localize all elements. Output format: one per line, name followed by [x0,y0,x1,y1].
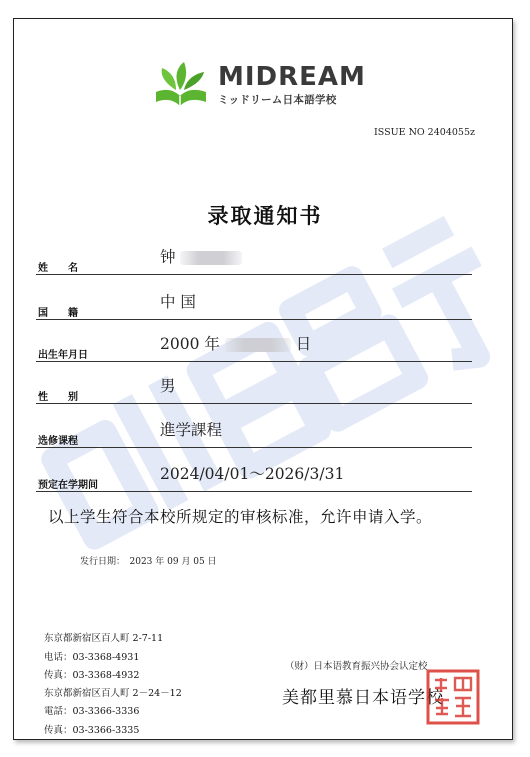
contact-address-2: 东京都新宿区百人町 2－24－12 [44,688,182,699]
acceptance-statement: 以上学生符合本校所规定的审核标准，允许申请入学。 [48,508,433,526]
field-value [160,332,311,354]
field-row-gender [36,364,472,404]
redaction-blur [180,251,242,265]
field-label: 预定在学期间 [38,480,98,491]
contact-fax-2: 传真：03-3366-3335 [44,725,140,736]
field-row-nationality [36,280,472,320]
field-value: 進学課程 [160,421,223,439]
field-label: 出生年月日 [38,350,88,361]
field-row-period [36,452,472,492]
divider [36,361,472,362]
birth-day-unit: 日 [295,335,312,353]
field-row-birthdate [36,322,472,362]
divider [36,274,472,275]
logo-wordmark: MIDREAM [218,62,366,92]
issue-date: 发行日期： 2023 年 09 月 05 日 [80,557,217,567]
red-seal-stamp [425,668,481,726]
document-title: 录取通知书 [207,203,323,228]
divider [36,491,472,492]
redaction-blur [225,338,291,352]
field-label: 选修课程 [38,436,78,447]
school-logo [146,60,366,110]
field-row-course [36,408,472,448]
field-value [160,245,242,267]
divider [36,403,472,404]
field-value: 中 国 [160,293,196,311]
field-value: 2024/04/01～2026/3/31 [160,465,345,483]
issue-number: ISSUE NO 2404055z [374,127,475,138]
name-text: 钟 [160,248,176,266]
logo-subtitle: ミッドリーム日本語学校 [218,94,337,106]
accreditation-text: （财）日本语教育振兴协会认定校 [285,661,428,672]
contact-phone-2: 電話：03-3366-3336 [44,706,140,717]
contact-address-1: 东京都新宿区百人町 2-7-11 [44,633,164,644]
contact-fax-1: 传真：03-3368-4932 [44,670,140,681]
field-value: 男 [160,377,176,395]
field-label: 国 籍 [38,308,78,319]
contact-phone-1: 电话：03-3368-4931 [44,652,140,663]
divider [36,319,472,320]
leaf-book-icon [146,60,216,110]
birth-year: 2000 年 [160,335,220,353]
school-name: 美都里慕日本语学校 [282,688,444,708]
divider [36,447,472,448]
field-label: 姓 名 [38,263,78,274]
field-row-name [36,235,472,275]
field-label: 性 别 [38,392,78,403]
